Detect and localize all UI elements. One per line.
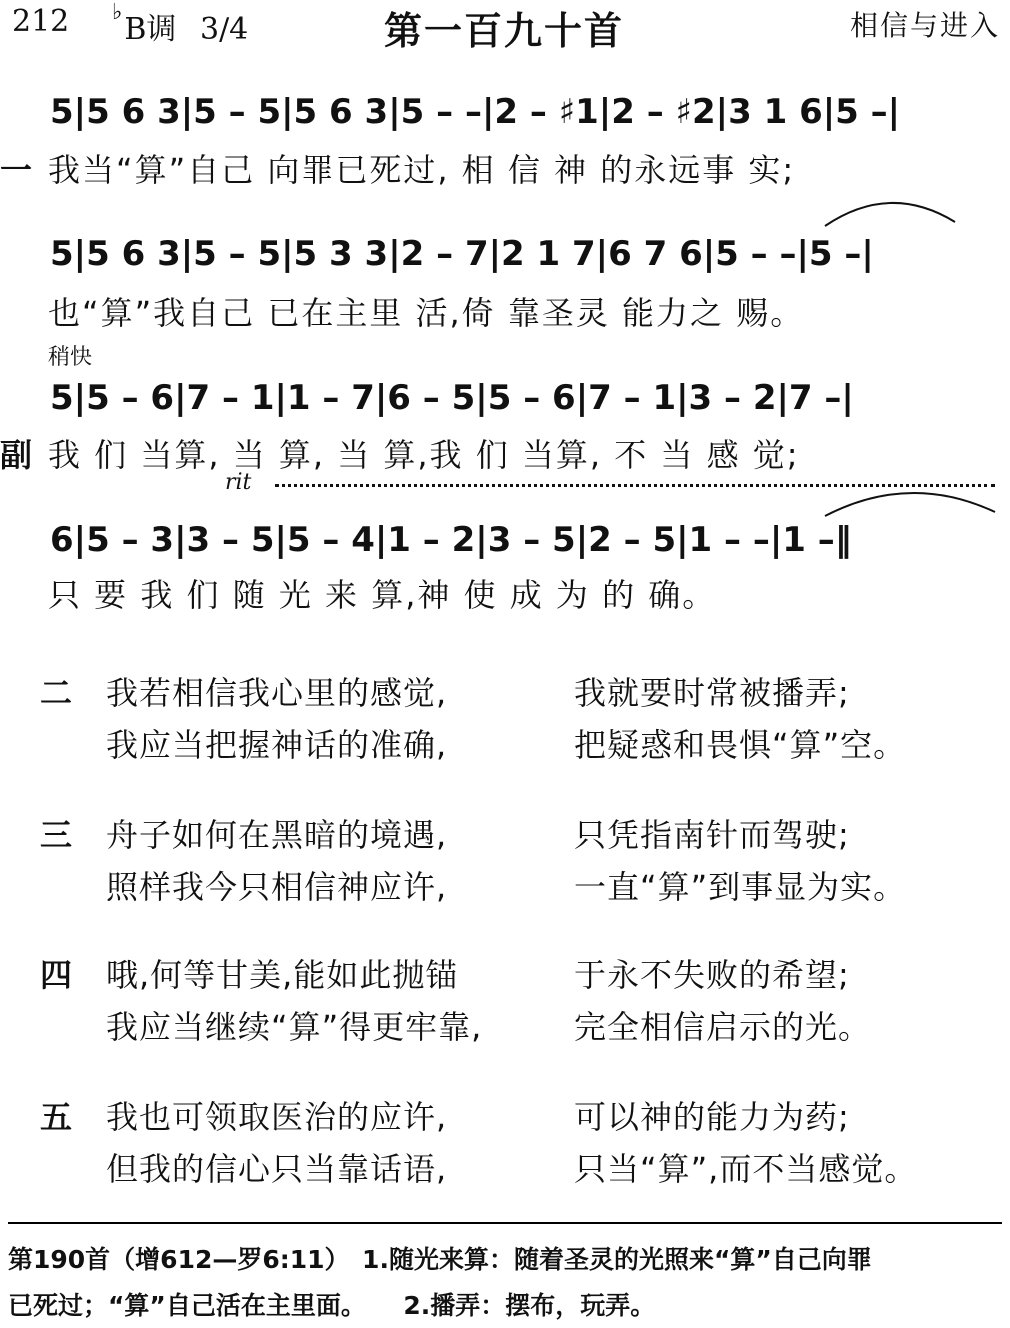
notation-line-2: 5|5 6 3|5 – 5|5 3 3|2 – 7|2 1 7|6 7 6|5 – –|5 –| <box>50 234 874 274</box>
rit-mark: rit <box>225 470 252 495</box>
key-label: B调 <box>124 12 177 47</box>
page-title: 第一百九十首 <box>384 9 625 53</box>
lyric-line-2: 也“算”我自己 已在主里 活,倚 靠圣灵 能力之 赐。 <box>48 294 805 332</box>
stanza-number: 五 <box>40 1098 73 1136</box>
footnote-line-2: 已死过；“算”自己活在主里面。 2.播弄：摆布，玩弄。 <box>8 1291 656 1320</box>
stanza-line: 但我的信心只当靠话语, <box>106 1150 448 1188</box>
stanza-line: 我就要时常被播弄; <box>574 674 850 712</box>
lyric-line-3: 我 们 当算, 当 算, 当 算,我 们 当算, 不 当 感 觉; <box>48 436 800 474</box>
flat-symbol: ♭ <box>112 0 123 25</box>
notation-line-1: 5|5 6 3|5 – 5|5 6 3|5 – –|2 – ♯1|2 – ♯2|3 1 6|5 –| <box>50 92 901 132</box>
stanza-number: 三 <box>40 816 73 854</box>
footnote-line-1: 第190首（增612—罗6:11） 1.随光来算：随着圣灵的光照来“算”自己向罪 <box>8 1245 872 1274</box>
stanza-line: 只当“算”,而不当感觉。 <box>574 1150 918 1188</box>
lyric-line-4: 只 要 我 们 随 光 来 算,神 使 成 为 的 确。 <box>48 576 717 614</box>
stanza-line: 我应当继续“算”得更牢靠, <box>106 1008 483 1046</box>
lyric-label-3: 副 <box>0 436 35 474</box>
notation-line-3: 5|5 – 6|7 – 1|1 – 7|6 – 5|5 – 6|7 – 1|3 – 2|7 –| <box>50 378 854 418</box>
stanza-number: 四 <box>40 956 73 994</box>
stanza-line: 我应当把握神话的准确, <box>106 726 448 764</box>
lyric-line-1: 我当“算”自己 向罪已死过, 相 信 神 的永远事 实; <box>48 151 796 189</box>
stanza-number: 二 <box>40 674 73 712</box>
stanza-line: 一直“算”到事显为实。 <box>574 868 907 906</box>
notation-line-4: 6|5 – 3|3 – 5|5 – 4|1 – 2|3 – 5|2 – 5|1 – –|1 –‖ <box>50 520 852 560</box>
key-signature <box>112 0 249 48</box>
footnote-divider <box>8 1222 1002 1224</box>
stanza-line: 把疑惑和畏惧“算”空。 <box>574 726 907 764</box>
stanza-line: 舟子如何在黑暗的境遇, <box>106 816 448 854</box>
page-number: 212 <box>12 4 70 39</box>
stanza-line: 只凭指南针而驾驶; <box>574 816 850 854</box>
slur-mark-2 <box>820 482 1000 522</box>
stanza-line: 哦,何等甘美,能如此抛锚 <box>106 956 459 994</box>
stanza-line: 完全相信启示的光。 <box>574 1008 872 1046</box>
stanza-line: 我也可领取医治的应许, <box>106 1098 448 1136</box>
category-label: 相信与进入 <box>849 9 1000 42</box>
time-signature: 3/4 <box>199 12 249 47</box>
lyric-label-1: 一 <box>0 151 35 189</box>
stanza-line: 照样我今只相信神应许, <box>106 868 448 906</box>
stanza-line: 可以神的能力为药; <box>574 1098 850 1136</box>
stanza-line: 于永不失败的希望; <box>574 956 850 994</box>
slur-mark <box>820 192 960 232</box>
tempo-mark: 稍快 <box>48 345 93 370</box>
stanza-line: 我若相信我心里的感觉, <box>106 674 448 712</box>
